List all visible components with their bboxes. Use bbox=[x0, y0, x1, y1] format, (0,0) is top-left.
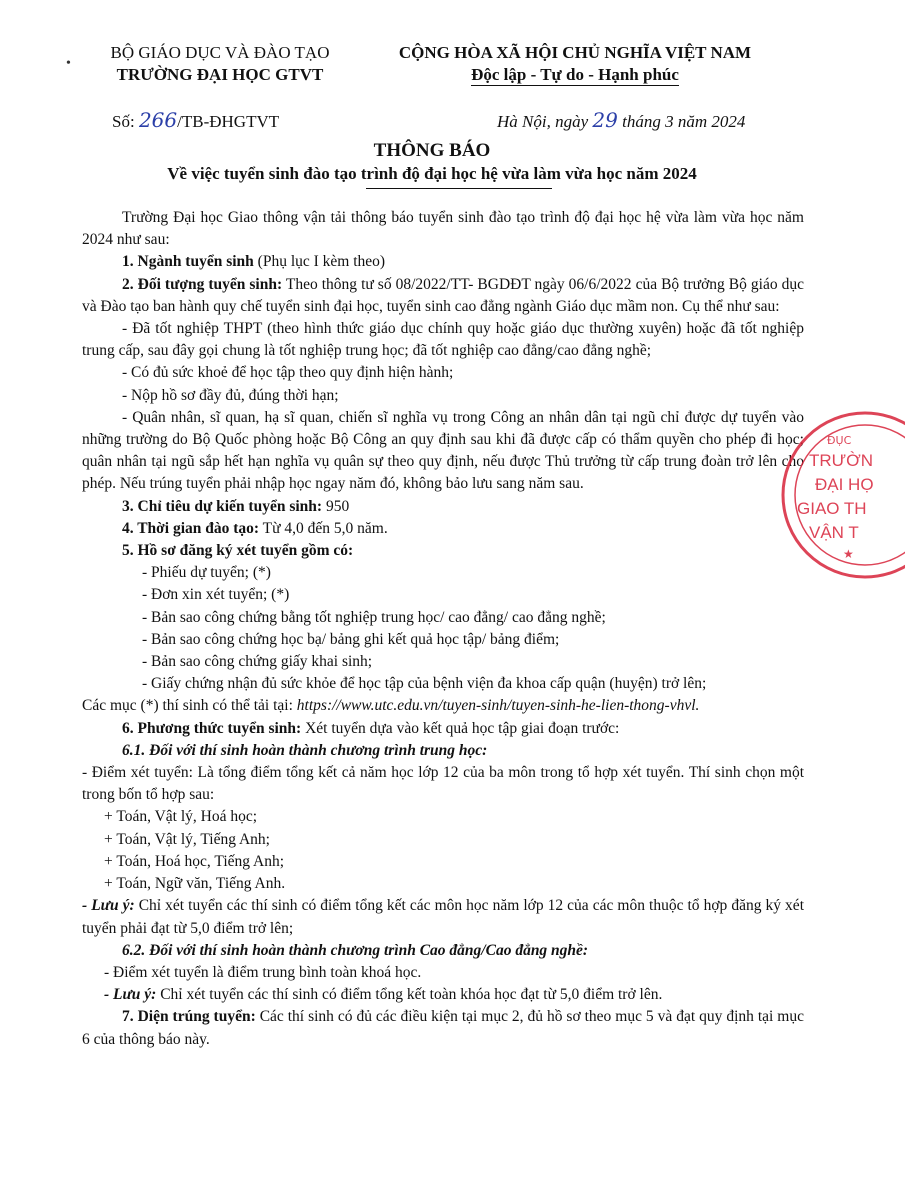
document-body bbox=[82, 207, 804, 1051]
national-header bbox=[365, 42, 785, 86]
section-4-text: Từ 4,0 đến 5,0 năm. bbox=[259, 519, 388, 537]
section-6-2-text: - Điểm xét tuyển là điểm trung bình toàn khoá học. bbox=[104, 963, 422, 981]
document-subtitle: Về việc tuyển sinh đào tạo trình độ đại học hệ vừa làm vừa học năm 2024 bbox=[167, 164, 697, 183]
date-prefix: Hà Nội, ngày bbox=[497, 112, 589, 131]
seal-line-4: VẬN T bbox=[809, 523, 859, 542]
document-number bbox=[112, 108, 279, 132]
list-item: - Đã tốt nghiệp THPT (theo hình thức giáo dục chính quy hoặc giáo dục thường xuyên) hoặc đã tốt nghiệp trung cấp, sau đây gọi chung là tốt nghiệp trung học; đã tốt nghiệp cao đẳng/cao đẳng nghề; bbox=[82, 320, 804, 360]
note-text: Chỉ xét tuyển các thí sinh có điểm tổng kết toàn khóa học đạt từ 5,0 điểm trở lên. bbox=[156, 986, 663, 1004]
seal-line-3: GIAO TH bbox=[797, 499, 867, 518]
list-item: + Toán, Ngữ văn, Tiếng Anh. bbox=[104, 875, 286, 893]
issue-date bbox=[497, 108, 745, 132]
section-4 bbox=[82, 518, 804, 540]
section-7-label: 7. Diện trúng tuyển: bbox=[122, 1008, 256, 1026]
section-4-label: 4. Thời gian đào tạo: bbox=[122, 519, 260, 537]
ministry-name: BỘ GIÁO DỤC VÀ ĐÀO TẠO bbox=[110, 43, 330, 62]
note-label: - Lưu ý: bbox=[104, 986, 157, 1004]
list-item: - Đơn xin xét tuyển; (*) bbox=[142, 586, 290, 604]
document-title: THÔNG BÁO bbox=[373, 140, 491, 161]
section-6-1-text: - Điểm xét tuyển: Là tổng điểm tổng kết cả năm học lớp 12 của ba môn trong tổ hợp xét tuyển. Thí sinh chọn một trong bốn tổ hợp sau: bbox=[82, 764, 804, 804]
download-url: https://www.utc.edu.vn/tuyen-sinh/tuyen-sinh-he-lien-thong-vhvl. bbox=[296, 697, 700, 715]
section-6-2-note bbox=[82, 984, 804, 1006]
list-item: - Bản sao công chứng bằng tốt nghiệp trung học/ cao đẳng/ cao đẳng nghề; bbox=[142, 608, 606, 626]
seal-graphic bbox=[783, 413, 905, 577]
list-item: + Toán, Hoá học, Tiếng Anh; bbox=[104, 852, 285, 870]
seal-line-2: ĐẠI HỌ bbox=[815, 475, 874, 494]
list-item: - Giấy chứng nhận đủ sức khỏe để học tập của bệnh viện đa khoa cấp quận (huyện) trở lên; bbox=[142, 675, 707, 693]
section-6-text: Xét tuyển dựa vào kết quả học tập giai đoạn trước: bbox=[301, 719, 620, 737]
note-label: - Lưu ý: bbox=[82, 897, 135, 915]
list-item: - Phiếu dự tuyển; (*) bbox=[142, 564, 271, 582]
section-1-label: 1. Ngành tuyển sinh bbox=[122, 253, 254, 271]
section-2-text: Theo thông tư số 08/2022/TT- BGDĐT ngày 06/6/2022 của Bộ trưởng Bộ giáo dục và Đào tạo ban hành quy chế tuyển sinh đại học, tuyển sinh cao đẳng ngành Giáo dục mầm non. Cụ thể như sau: bbox=[82, 275, 804, 315]
number-prefix: Số: bbox=[112, 112, 135, 131]
issuer-block bbox=[95, 42, 345, 86]
section-2-label: 2. Đối tượng tuyển sinh: bbox=[122, 275, 283, 293]
section-6-1-note bbox=[82, 895, 804, 939]
intro-paragraph: Trường Đại học Giao thông vận tải thông báo tuyển sinh đào tạo trình độ đại học hệ vừa làm vừa học năm 2024 như sau: bbox=[82, 209, 804, 249]
note-text: Chỉ xét tuyển các thí sinh có điểm tổng kết các môn học năm lớp 12 của các môn thuộc tổ hợp đăng ký xét tuyển phải đạt từ 5,0 điểm trở lên; bbox=[82, 897, 804, 937]
nation-name: CỘNG HÒA XÃ HỘI CHỦ NGHĨA VIỆT NAM bbox=[398, 43, 752, 62]
seal-line-1: TRƯỜN bbox=[809, 451, 874, 470]
handwritten-number: 266 bbox=[138, 108, 178, 132]
section-3-text: 950 bbox=[322, 497, 350, 515]
list-item: + Toán, Vật lý, Tiếng Anh; bbox=[104, 830, 270, 848]
official-seal-icon bbox=[735, 410, 905, 580]
list-item: - Nộp hồ sơ đầy đủ, đúng thời hạn; bbox=[122, 386, 339, 404]
national-motto bbox=[365, 64, 785, 86]
handwritten-day: 29 bbox=[592, 108, 618, 132]
scan-mark: • bbox=[66, 56, 71, 71]
list-item: - Bản sao công chứng giấy khai sinh; bbox=[142, 653, 373, 671]
list-item: - Có đủ sức khoẻ để học tập theo quy định hiện hành; bbox=[122, 364, 454, 382]
list-item: - Bản sao công chứng học bạ/ bảng ghi kết quả học tập/ bảng điểm; bbox=[142, 630, 560, 648]
section-2 bbox=[82, 274, 804, 318]
list-item: - Quân nhân, sĩ quan, hạ sĩ quan, chiến sĩ nghĩa vụ trong Công an nhân dân tại ngũ chỉ được dự tuyển vào những trường do Bộ Quốc phòng hoặc Bộ Công an quy định sau khi đã được cấp có thẩm quyền cho phép đi học; quân nhân tại ngũ sắp hết hạn nghĩa vụ quân sự theo quy định, nếu được Thủ trưởng từ cấp trung đoàn trở lên cho phép. Nếu trúng tuyển phải nhập học ngay năm đó, không bảo lưu sang năm sau. bbox=[82, 408, 804, 493]
section-7-text: Các thí sinh có đủ các điều kiện tại mục 2, đủ hồ sơ theo mục 5 và đạt quy định tại mục 6 của thông báo này. bbox=[82, 1008, 804, 1048]
section-6-label: 6. Phương thức tuyển sinh: bbox=[122, 719, 302, 737]
section-6 bbox=[82, 718, 804, 740]
section-5-note-text: Các mục (*) thí sinh có thể tải tại: bbox=[82, 697, 297, 715]
section-7 bbox=[82, 1006, 804, 1050]
date-suffix: tháng 3 năm 2024 bbox=[622, 112, 746, 131]
school-name: TRƯỜNG ĐẠI HỌC GTVT bbox=[116, 65, 324, 84]
section-5-note bbox=[82, 695, 804, 717]
seal-star-icon: ★ bbox=[843, 547, 854, 561]
section-1 bbox=[82, 251, 804, 273]
number-suffix: /TB-ĐHGTVT bbox=[177, 112, 280, 131]
motto-text: Độc lập - Tự do - Hạnh phúc bbox=[471, 65, 679, 84]
section-6-2-heading: 6.2. Đối với thí sinh hoàn thành chương trình Cao đẳng/Cao đẳng nghề: bbox=[122, 941, 589, 959]
seal-arc-text: ĐỤC bbox=[827, 434, 852, 447]
list-item: + Toán, Vật lý, Hoá học; bbox=[104, 808, 258, 826]
subtitle-underline bbox=[366, 188, 552, 189]
section-6-1-heading: 6.1. Đối với thí sinh hoàn thành chương trình trung học: bbox=[122, 741, 488, 759]
section-5 bbox=[82, 540, 804, 562]
section-1-text: (Phụ lục I kèm theo) bbox=[253, 253, 386, 271]
section-3-label: 3. Chỉ tiêu dự kiến tuyển sinh: bbox=[122, 497, 323, 515]
section-5-label: 5. Hồ sơ đăng ký xét tuyển gồm có: bbox=[122, 542, 354, 560]
section-3 bbox=[82, 496, 804, 518]
